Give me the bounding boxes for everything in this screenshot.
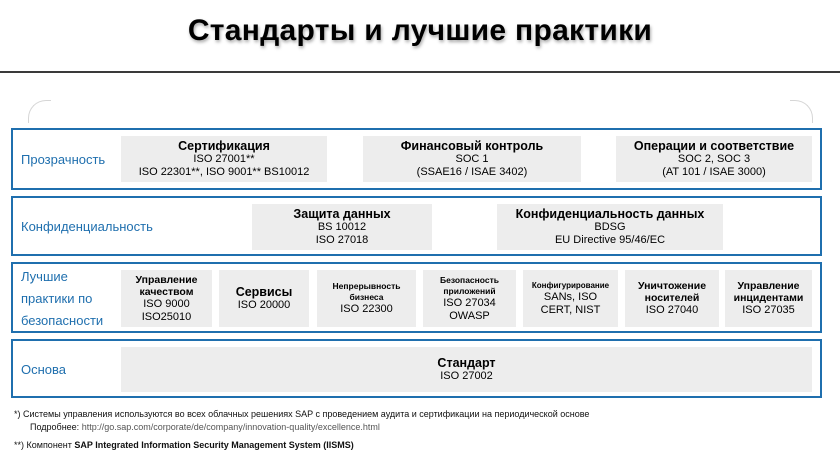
row-label-security: [21, 266, 103, 332]
row-label-line: безопасности: [21, 313, 104, 328]
row-label-line: практики по: [21, 291, 93, 306]
cell-line: ISO 9000: [143, 297, 190, 310]
cell-line: (SSAE16 / ISAE 3402): [416, 166, 528, 178]
cell-heading: Уничтожение носителей: [637, 280, 707, 304]
cell-heading: Стандарт: [437, 356, 496, 370]
row-label-confidentiality: Конфиденциальность: [21, 219, 153, 234]
cell-heading: Сертификация: [178, 139, 270, 153]
cell-quality-management: [121, 270, 212, 327]
cell-heading: Управление инцидентами: [733, 280, 804, 304]
cell-financial-control: [363, 136, 581, 182]
row-transparency: [11, 128, 822, 190]
cell-line: SOC 1: [455, 153, 489, 165]
row-label-transparency: Прозрачность: [21, 152, 106, 167]
cell-data-protection: [252, 204, 432, 250]
cell-line: (AT 101 / ISAE 3000): [662, 166, 766, 178]
row-confidentiality: [11, 196, 822, 256]
cell-heading: Операции и соответствие: [633, 139, 795, 153]
cell-heading: Безопасность приложений: [440, 274, 499, 296]
row-label-line: Лучшие: [21, 269, 68, 284]
cell-heading: Конфиденциальность данных: [515, 207, 705, 221]
cell-line: ISO25010: [141, 310, 192, 323]
cell-heading: Конфигурирование: [531, 281, 610, 290]
cell-line: ISO 20000: [237, 299, 291, 311]
cell-line: SANs, ISO: [543, 291, 598, 303]
cell-heading: Защита данных: [293, 207, 391, 221]
cell-line: ISO 27034: [443, 296, 496, 309]
cell-line: ISO 27040: [645, 304, 699, 316]
cell-media-destruction: [625, 270, 719, 327]
row-security-best-practices: [11, 262, 822, 333]
cell-line: OWASP: [449, 309, 490, 322]
cell-line: ISO 22300: [340, 303, 393, 315]
cell-services: [219, 270, 309, 327]
cell-line: ISO 27035: [742, 304, 795, 316]
page-title: Стандарты и лучшие практики: [187, 14, 653, 47]
cell-operations-compliance: [616, 136, 812, 182]
details-link[interactable]: http://go.sap.com/corporate/de/company/innovation-quality/excellence.html: [81, 422, 380, 432]
cell-heading: Управление качеством: [135, 273, 198, 298]
cell-standard: [121, 347, 812, 392]
details-prefix: Подробнее:: [30, 422, 82, 432]
cell-heading: Финансовый контроль: [400, 139, 544, 153]
footnote-2: [14, 440, 354, 450]
cell-business-continuity: [317, 270, 416, 327]
cell-line: ISO 22301**, ISO 9001** BS10012: [138, 166, 310, 178]
cell-line: ISO 27018: [315, 234, 369, 246]
decorative-arc-right: [790, 100, 813, 123]
row-label-foundation: Основа: [21, 362, 67, 377]
title-divider: [0, 71, 840, 73]
cell-configuration: [523, 270, 618, 327]
cell-heading: Непрерывность бизнеса: [332, 281, 401, 302]
row-foundation: [11, 339, 822, 398]
footnote-details: [30, 422, 380, 432]
cell-line: ISO 27001**: [193, 153, 255, 165]
cell-heading: Сервисы: [235, 285, 293, 299]
cell-data-privacy: [497, 204, 723, 250]
cell-line: EU Directive 95/46/EC: [554, 234, 666, 246]
footnote-2-prefix: **) Компонент: [14, 440, 75, 450]
footnote-1: *) Системы управления используются во всех облачных решениях SAP с проведением аудита и сертификации на периодической основе: [14, 409, 590, 419]
cell-line: BDSG: [594, 221, 626, 233]
cell-line: ISO 27002: [440, 370, 493, 382]
cell-certification: [121, 136, 327, 182]
cell-incident-management: [725, 270, 812, 327]
decorative-arc-left: [28, 100, 51, 123]
cell-application-security: [423, 270, 516, 327]
cell-line: CERT, NIST: [540, 304, 601, 316]
cell-line: BS 10012: [317, 221, 367, 233]
footnote-2-bold: SAP Integrated Information Security Management System (IISMS): [74, 440, 354, 450]
cell-line: SOC 2, SOC 3: [677, 153, 751, 165]
